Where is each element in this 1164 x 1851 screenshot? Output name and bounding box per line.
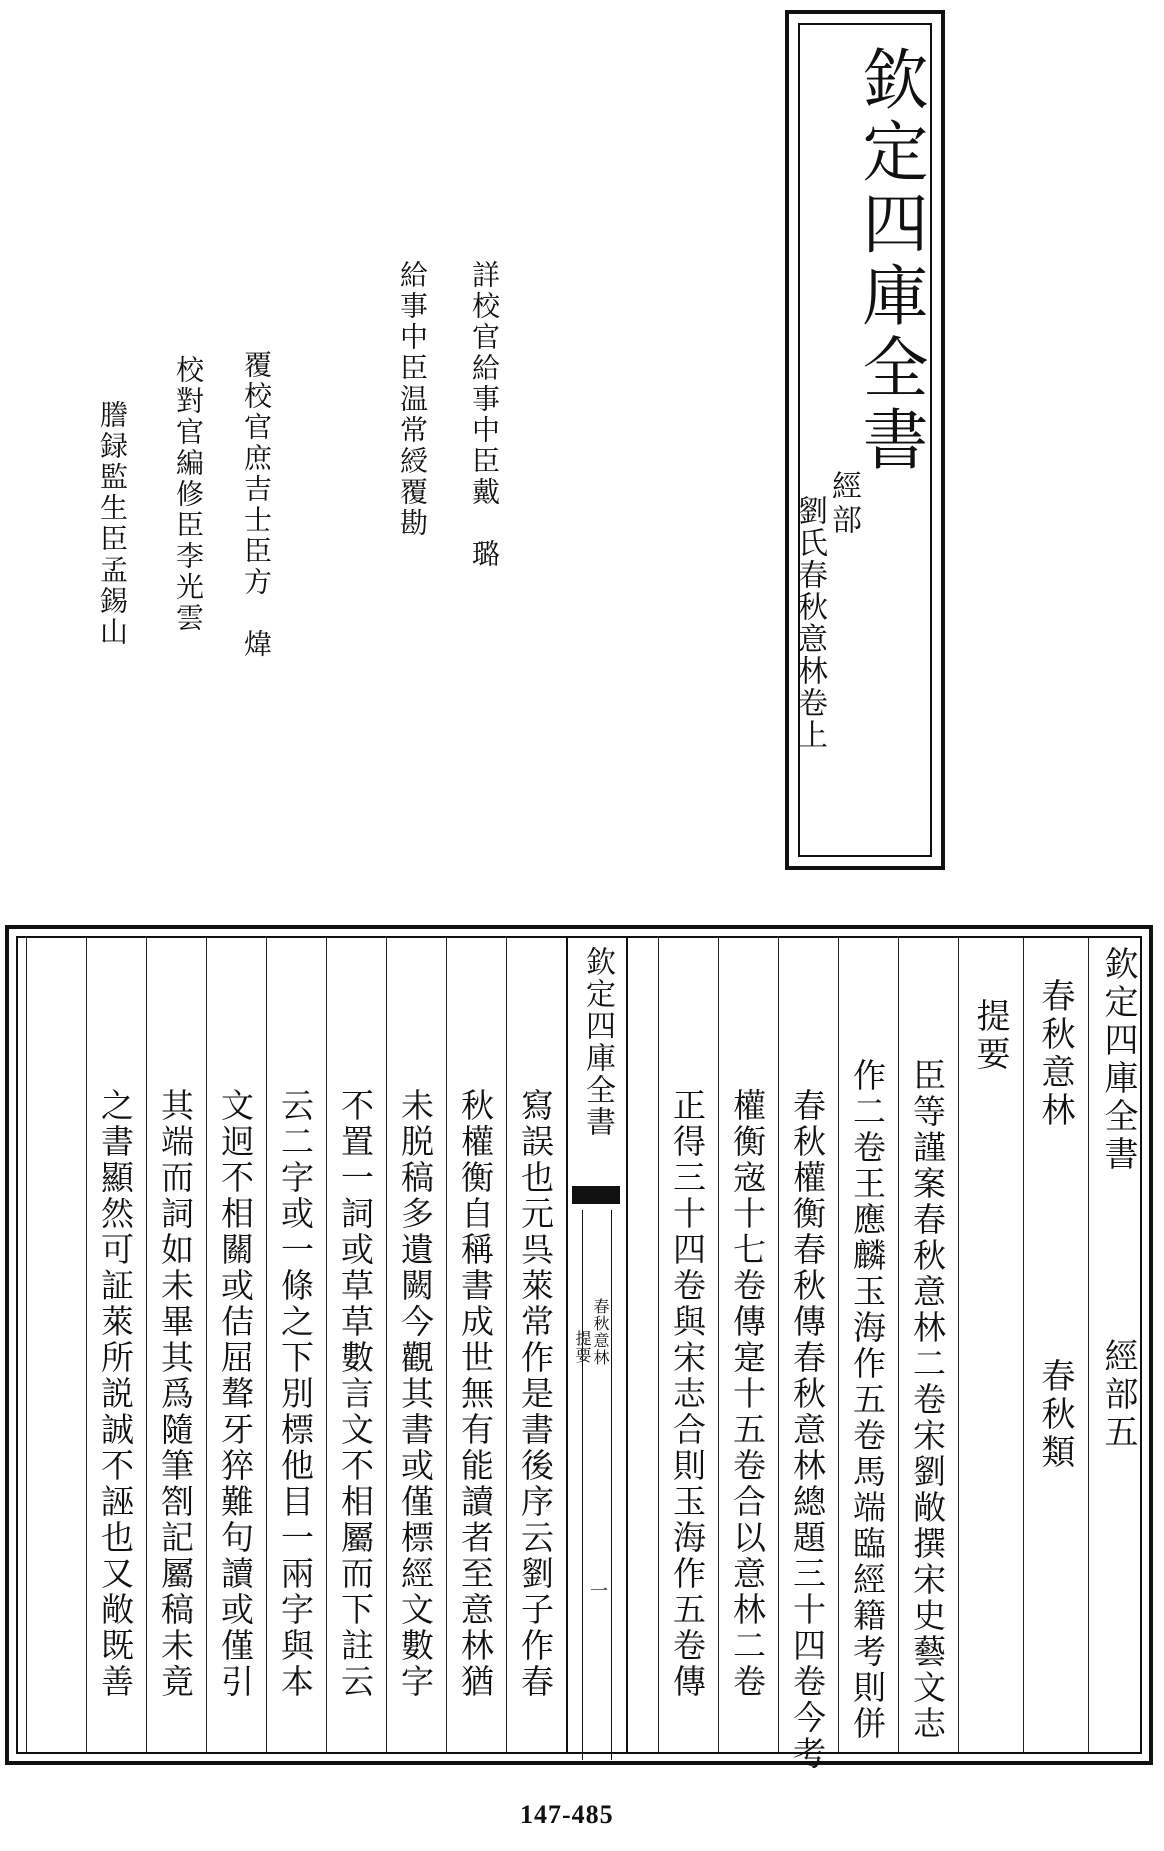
text-column-content: 云二字或一條之下別標他目一兩字與本 bbox=[276, 1088, 315, 1700]
text-column bbox=[86, 938, 147, 1752]
text-column bbox=[718, 938, 779, 1752]
fold-page-number: 一 bbox=[590, 1581, 608, 1602]
text-column-content: 權衡宼十七卷傳寔十五卷合以意林二卷 bbox=[728, 1088, 767, 1700]
text-column bbox=[506, 938, 567, 1752]
book-volume-title: 劉氏春秋意林卷上 bbox=[792, 495, 827, 751]
text-column-content: 其端而詞如未畢其爲隨筆劄記屬稿未竟 bbox=[156, 1088, 195, 1700]
text-column bbox=[146, 938, 207, 1752]
fold-tiyao: 提要 bbox=[573, 1330, 592, 1364]
text-column bbox=[658, 938, 719, 1752]
title-label-box bbox=[785, 10, 945, 870]
text-column-content: 臣等謹案春秋意林二卷宋劉敞撰宋史藝文志 bbox=[908, 1058, 947, 1742]
category-label: 春秋類 bbox=[1035, 1358, 1075, 1472]
text-column-content: 未脱稿多遺闕今觀其書或僅標經文數字 bbox=[396, 1088, 435, 1700]
text-column-content: 作二卷王應麟玉海作五卷馬端臨經籍考則併 bbox=[848, 1058, 887, 1742]
fold-strip bbox=[566, 938, 628, 1752]
text-column bbox=[266, 938, 327, 1752]
page-number: 147-485 bbox=[520, 1800, 614, 1829]
text-column-content: 寫誤也元呉萊常作是書後序云劉子作春 bbox=[516, 1088, 555, 1700]
text-column bbox=[386, 938, 447, 1752]
header-column bbox=[1088, 938, 1140, 1752]
text-column bbox=[446, 938, 507, 1752]
text-column bbox=[326, 938, 387, 1752]
fold-rules bbox=[582, 1210, 612, 1760]
page-header-title: 欽定四庫全書 bbox=[1098, 946, 1138, 1174]
credit-line: 給事中臣温常綬覆勘 bbox=[396, 260, 429, 539]
text-column bbox=[898, 938, 959, 1752]
text-column-content: 文迥不相關或佶屈聱牙猝難句讀或僅引 bbox=[216, 1088, 255, 1700]
book-title-column bbox=[1023, 938, 1089, 1752]
section-label: 經部五 bbox=[1098, 1338, 1138, 1452]
book-title: 春秋意林 bbox=[1035, 978, 1075, 1130]
section-name: 經部 bbox=[826, 470, 861, 538]
fold-book-title: 春秋意林 bbox=[591, 1298, 610, 1366]
fold-title: 欽定四庫全書 bbox=[580, 946, 615, 1138]
title-label-inner-border bbox=[792, 23, 932, 857]
credit-line: 校對官編修臣李光雲 bbox=[172, 355, 205, 634]
text-column bbox=[838, 938, 899, 1752]
text-column-content: 之書顯然可証萊所説誠不誣也又敞既善 bbox=[96, 1088, 135, 1700]
tiyao-column bbox=[958, 938, 1024, 1752]
text-column bbox=[778, 938, 839, 1772]
text-column-content: 正得三十四卷與宋志合則玉海作五卷傳 bbox=[668, 1088, 707, 1700]
credit-line: 覆校官庶吉士臣方 煒 bbox=[240, 350, 273, 660]
collection-title: 欽定四庫全書 bbox=[851, 45, 928, 477]
text-column-content: 春秋權衡春秋傳春秋意林總題三十四卷今考 bbox=[788, 1088, 827, 1772]
credit-line: 詳校官給事中臣戴 璐 bbox=[468, 260, 501, 570]
text-column bbox=[206, 938, 267, 1752]
page-frame bbox=[5, 925, 1153, 1772]
credit-line: 謄録監生臣孟錫山 bbox=[96, 400, 129, 648]
page-inner-border bbox=[16, 936, 1142, 1772]
text-column-content: 不置一詞或草草數言文不相屬而下註云 bbox=[336, 1088, 375, 1700]
text-column-content: 秋權衡自稱書成世無有能讀者至意林猶 bbox=[456, 1088, 495, 1700]
tiyao-heading: 提要 bbox=[970, 998, 1010, 1074]
fish-tail-mark bbox=[572, 1186, 620, 1204]
empty-column bbox=[26, 938, 87, 1752]
